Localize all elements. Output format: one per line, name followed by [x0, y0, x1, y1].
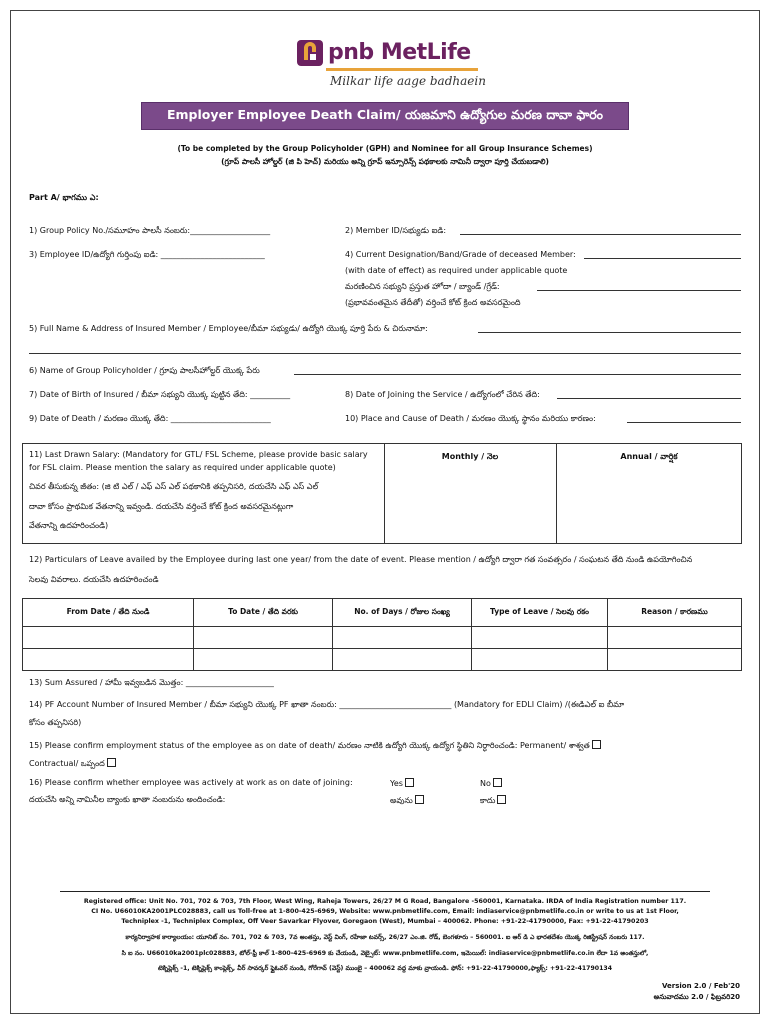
full-name-address-field[interactable]: [478, 332, 741, 333]
designation-field[interactable]: [584, 258, 741, 259]
joining-date-label: 8) Date of Joining the Service / ఉద్యోగంలో చేరిన తేది:: [345, 390, 540, 399]
leave-text-2: సెలవు వివరాలు. దయచేసి ఉదహరించండి: [29, 575, 159, 584]
footer-line-5: సి ఐ నం. U66010ka2001plc028883, టోల్-ఫ్రీ కాల్ 1-800-425-6969 కు చేయండి, వెబ్సైట్: www.pnbmetlife.com, ఇమెయిల్: indiaservice@pnbmetlife.co.in లేదా 1వ అంతస్తులో,: [121, 950, 649, 957]
leave-cell[interactable]: [193, 648, 333, 671]
joining-date-field[interactable]: [557, 398, 741, 399]
designation-note-en: (with date of effect) as required under applicable quote: [345, 266, 568, 275]
pnb-logo-icon: [297, 40, 323, 66]
death-date-label: 9) Date of Death / మరణం యొక్క తేది: _________________________: [29, 414, 271, 423]
designation-field-te[interactable]: [537, 290, 741, 291]
salary-annual-field[interactable]: [558, 466, 740, 542]
contractual-checkbox[interactable]: [107, 758, 116, 767]
leave-cell[interactable]: [22, 626, 194, 649]
salary-text-3: చివర తీసుకున్న జీతం: (జి టి ఎల్ / ఎఫ్ ఎస్ ఎల్ పథకానికి తప్పనిసరి, దయచేసి ఎఫ్ ఎస్ ఎల్: [29, 482, 319, 491]
footer-line-1: Registered office: Unit No. 701, 702 & 703, 7th Floor, West Wing, Raheja Towers, 26/27 M G Road, Bangalore -560001, Karnataka. IRDA of India Registration number 117.: [83, 898, 687, 905]
salary-text-2: for FSL claim. Please mention the salary as required under applicable quote): [29, 463, 336, 472]
employment-status-label: [29, 740, 601, 751]
active-work-label: 16) Please confirm whether employee was actively at work as on date of joining:: [29, 778, 353, 787]
bank-account-label-te: దయచేసి అన్ని నామినీల బ్యాంకు ఖాతా నంబరును అందించండి:: [29, 795, 226, 804]
leave-text-1: 12) Particulars of Leave availed by the Employee during last one year/ from the date of event. Please mention / ఉద్యోగి ద్వారా గత సంవత్సరం / సంఘటన తేది నుండి ఉపయోగించిన: [29, 555, 693, 564]
sum-assured-label: 13) Sum Assured / హామీ ఇవ్వబడిన మొత్తం: ______________________: [29, 678, 274, 687]
no-te-checkbox[interactable]: [497, 795, 506, 804]
version-label: Version 2.0 / Feb'20: [661, 982, 740, 990]
yes-option: [390, 778, 414, 789]
leave-cell[interactable]: [22, 648, 194, 671]
footer-line-3: Techniplex -1, Techniplex Complex, Off Veer Savarkar Flyover, Goregaon (West), Mumbai – 400062. Phone: +91-22-41790000, Fax: +91-22-41790203: [121, 918, 649, 925]
employment-status-text: 15) Please confirm employment status of the employee as on date of death/ మరణం నాటికి ఉద్యోగి యొక్క ఉద్యోగ స్థితిని నిర్ధారించండి: Permanent/ శాశ్వత: [29, 741, 590, 750]
pf-account-note: కోసం తప్పనిసరి): [29, 718, 82, 727]
footer-line-2: CI No. U66010KA2001PLC028883, call us Toll-free at 1-800-425-6969, Website: www.pnbmetlife.com, Email: indiaservice@pnbmetlife.co.in or write to us at 1st Floor,: [91, 908, 679, 915]
dob-label: 7) Date of Birth of Insured / బీమా సభ్యుని యొక్క పుట్టిన తేది: __________: [29, 390, 291, 399]
instruction-te: (గ్రూప్ పాలసీ హోల్డర్ (జి పి హెచ్) మరియు అన్ని గ్రూప్ ఇన్సూరెన్స్ పథకాలకు నామినీ ద్వారా పూర్తి చేయబడాలి): [221, 157, 549, 166]
instruction-en: (To be completed by the Group Policyholder (GPH) and Nominee for all Group Insurance Schemes): [177, 144, 593, 153]
leave-cell[interactable]: [471, 626, 608, 649]
no-option-te: [480, 795, 506, 806]
death-place-cause-field[interactable]: [627, 422, 741, 423]
no-option: [480, 778, 502, 789]
footer-line-4: కార్యనిర్వాహక కార్యాలయం: యూనిట్ నం. 701, 702 & 703, 7వ అంతస్తు, వెస్ట్ వింగ్, రహేజా టవర్స్, 26/27 ఎం.జి. రోడ్, బెంగళూరు – 560001. ఐ ఆర్ డి ఎ భారతదేశం యొక్క రిజిస్ట్రేషన్ నంబరు 117.: [125, 934, 645, 941]
no-text-te: కాదు: [480, 796, 496, 805]
yes-option-te: [390, 795, 424, 806]
yes-te-checkbox[interactable]: [415, 795, 424, 804]
employee-id-label: 3) Employee ID/ఉద్యోగి గుర్తింపు ఐడి: __________________________: [29, 250, 265, 259]
brand-name: pnb MetLife: [328, 40, 471, 65]
full-name-address-label: 5) Full Name & Address of Insured Member / Employee/బీమా సభ్యుడు/ ఉద్యోగి యొక్క పూర్తి పేరు & చిరునామా:: [29, 324, 428, 333]
group-policyholder-field[interactable]: [294, 374, 741, 375]
salary-annual-header: Annual / వార్షిక: [620, 452, 678, 461]
no-checkbox[interactable]: [493, 778, 502, 787]
death-place-cause-label: 10) Place and Cause of Death / మరణం యొక్క స్థానం మరియు కారణం:: [345, 414, 596, 423]
version-label-te: అనువాదము 2.0 / ఫిబ్రవరి20: [653, 993, 740, 1001]
contractual-option: [29, 758, 116, 769]
designation-label: 4) Current Designation/Band/Grade of deceased Member:: [345, 250, 576, 259]
leave-cell[interactable]: [193, 626, 333, 649]
member-id-label: 2) Member ID/సభ్యుడు ఐడి:: [345, 226, 447, 235]
group-policyholder-label: 6) Name of Group Policyholder / గ్రూపు పాలసీహోల్డర్ యొక్క పేరు: [29, 366, 260, 375]
no-text: No: [480, 779, 491, 788]
footer-line-6: టెక్నిప్లెక్స్ -1, టెక్నిప్లెక్స్ కాంప్లెక్స్, వీర్ సావర్కర్ ఫ్లైఓవర్ నుండి, గోరేగావ్ (వెస్ట్) ముంబై – 400062 వద్ద మాకు వ్రాయండి. ఫోన్: +91-22-41790000,ఫ్యాక్స్: +91-22-41790134: [157, 965, 613, 972]
yes-text-te: అవును: [390, 796, 413, 805]
leave-header-from: From Date / తేది నుండి: [22, 598, 194, 627]
designation-note-te: (ప్రభావవంతమైన తేదీతో) వర్తించే కోట్ క్రింద అవసరమైంది: [345, 298, 521, 307]
leave-cell[interactable]: [332, 626, 472, 649]
leave-header-to: To Date / తేది వరకు: [193, 598, 333, 627]
salary-text-4: దావా కోసం ప్రాథమిక వేతనాన్ని ఇవ్వండి. దయచేసి వర్తించే కోట్ క్రింద అవసరమైనట్లుగా: [29, 502, 294, 511]
permanent-checkbox[interactable]: [592, 740, 601, 749]
leave-header-reason: Reason / కారణము: [607, 598, 742, 627]
address-field-line2[interactable]: [29, 353, 741, 354]
group-policy-label: 1) Group Policy No./సమూహం పాలసీ నంబరు:____________________: [29, 226, 271, 235]
salary-text-1: 11) Last Drawn Salary: (Mandatory for GTL/ FSL Scheme, please provide basic salary: [29, 450, 368, 459]
leave-cell[interactable]: [471, 648, 608, 671]
contractual-text: Contractual/ ఒప్పంద: [29, 759, 105, 768]
salary-monthly-header: Monthly / నెల: [441, 452, 499, 461]
brand-tagline: Milkar life aage badhaein: [330, 74, 486, 88]
salary-monthly-field[interactable]: [386, 466, 554, 542]
leave-header-type: Type of Leave / సెలవు రకం: [471, 598, 608, 627]
leave-header-days: No. of Days / రోజుల సంఖ్య: [332, 598, 472, 627]
leave-cell[interactable]: [332, 648, 472, 671]
leave-cell[interactable]: [607, 648, 742, 671]
leave-cell[interactable]: [607, 626, 742, 649]
form-title: Employer Employee Death Claim/ యజమాని ఉద్యోగుల మరణ దావా ఫారం: [141, 102, 629, 130]
yes-checkbox[interactable]: [405, 778, 414, 787]
yes-text: Yes: [390, 779, 403, 788]
member-id-field[interactable]: [460, 234, 741, 235]
brand-underline: [326, 68, 478, 71]
pf-account-label: 14) PF Account Number of Insured Member / బీమా సభ్యుని యొక్క PF ఖాతా నంబరు: ____________________________ (Mandatory for EDLI Claim) /(ఈడిఎల్ ఐ బీమా: [29, 700, 625, 709]
footer-divider: [60, 891, 710, 892]
designation-label-te: మరణించిన సభ్యుని ప్రస్తుత హోదా / బ్యాండ్ /గ్రేడ్:: [345, 282, 500, 291]
part-a-heading: Part A/ భాగము ఎ:: [29, 193, 99, 202]
salary-text-5: వేతనాన్ని ఉదహరించండి): [29, 521, 109, 530]
